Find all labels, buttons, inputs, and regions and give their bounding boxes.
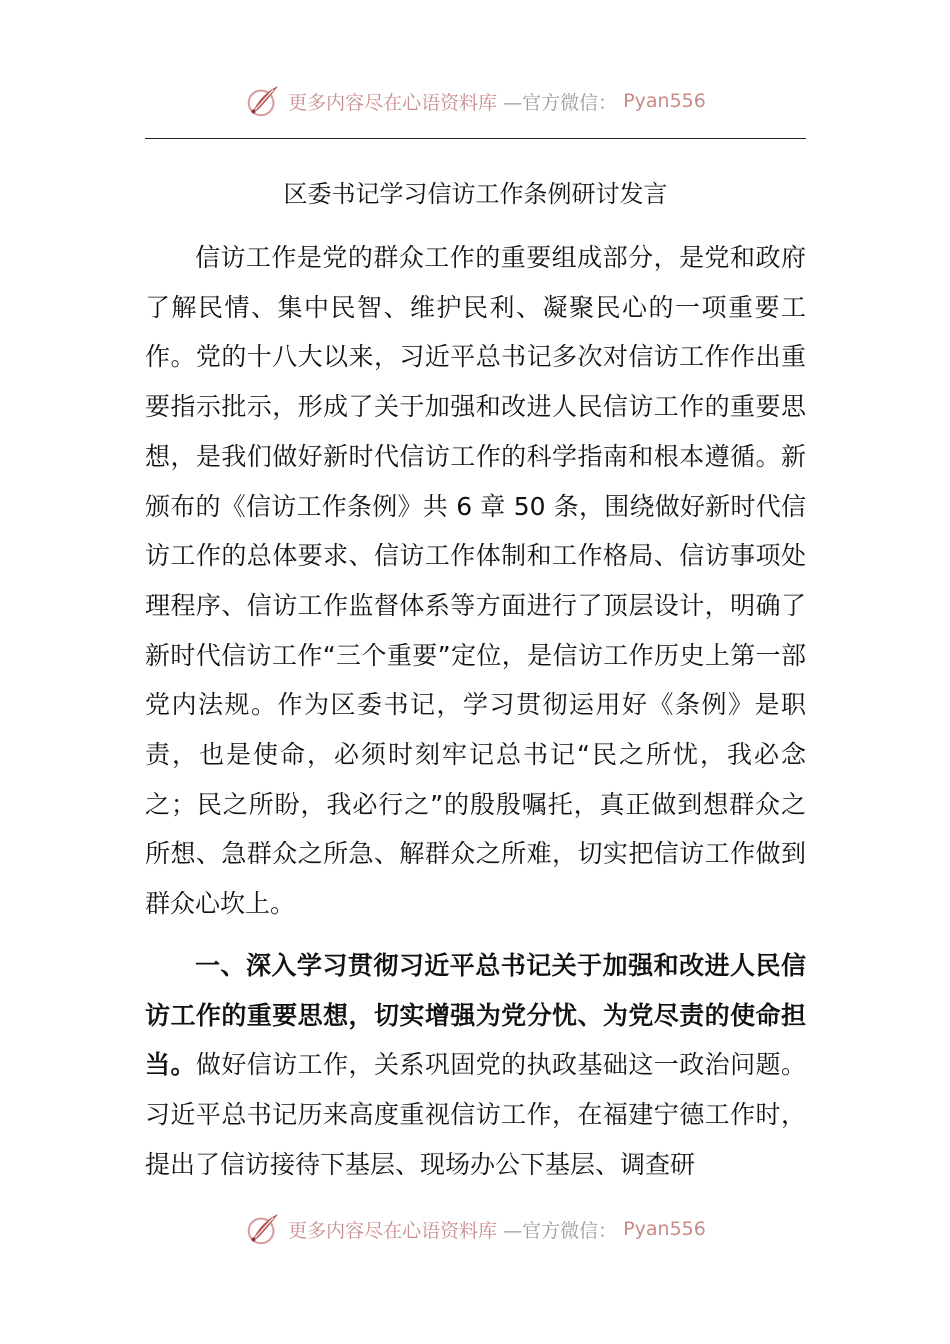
paragraph-intro-text: 信访工作是党的群众工作的重要组成部分，是党和政府了解民情、集中民智、维护民利、凝聚民心的一项重要工作。党的十八大以来，习近平总书记多次对信访工作作出重要指示批示，形成了关于加强和改进人民信访工作的重要思想，是我们做好新时代信访工作的科学指南和根本遵循。新颁布的《信访工作条例》共 6 章 50 条，围绕做好新时代信访工作的总体要求、信访工作体制和工作格局、信访事项处理程序、信访工作监督体系等方面进行了顶层设计，明确了新时代信访工作“三个重要”定位，是信访工作历史上第一部党内法规。作为区委书记，学习贯彻运用好《条例》是职责，也是使命，必须时刻牢记总书记“民之所忧，我必念之；民之所盼，我必行之”的殷殷嘱托，真正做到想群众之所想、急群众之所急、解群众之所难，切实把信访工作做到群众心坎上。 — [145, 243, 806, 919]
watermark-main-text: 更多内容尽在心语资料库 — [288, 1219, 498, 1242]
watermark-main-text: 更多内容尽在心语资料库 — [288, 91, 498, 114]
header-watermark — [0, 82, 950, 120]
footer-watermark — [0, 1210, 950, 1248]
paragraph-section-one — [145, 941, 806, 1190]
paragraph-intro — [145, 233, 806, 929]
watermark-dash-text: —官方微信： — [503, 91, 618, 114]
quill-logo-icon — [244, 82, 282, 120]
header-divider — [145, 138, 806, 139]
watermark-wechat-id: Pyan556 — [623, 1218, 706, 1240]
quill-logo-icon — [244, 1210, 282, 1248]
section-one-text: 做好信访工作，关系巩固党的执政基础这一政治问题。习近平总书记历来高度重视信访工作，在福建宁德工作时，提出了信访接待下基层、现场办公下基层、调查研 — [145, 1050, 806, 1179]
watermark-dash-text: —官方微信： — [503, 1219, 618, 1242]
document-body — [145, 233, 806, 1189]
document-title: 区委书记学习信访工作条例研讨发言 — [283, 180, 668, 208]
watermark-wechat-id: Pyan556 — [623, 90, 706, 112]
section-one-heading: 一、深入学习贯彻习近平总书记关于加强和改进人民信访工作的重要思想，切实增强为党分忧、为党尽责的使命担当。 — [145, 950, 806, 1080]
